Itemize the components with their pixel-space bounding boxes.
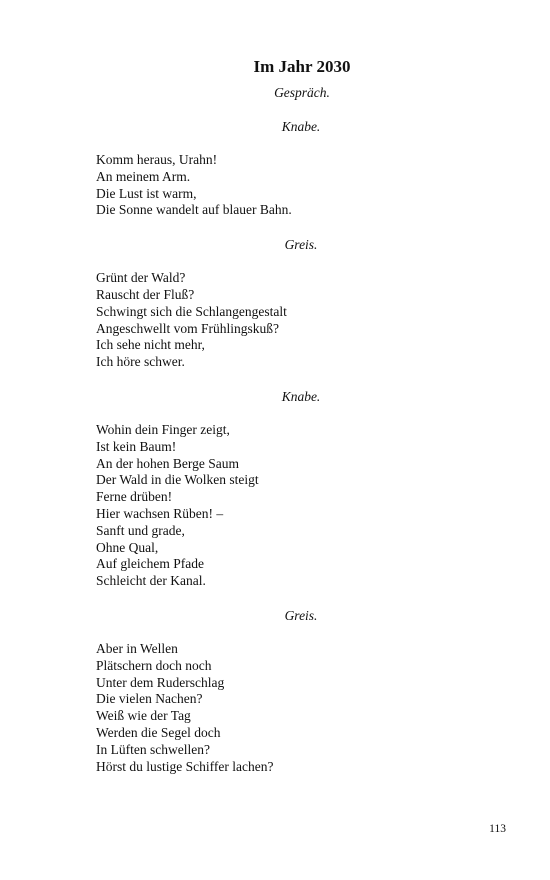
- poem-subtitle: Gespräch.: [274, 85, 330, 100]
- verse-line: Ferne drüben!: [96, 489, 173, 505]
- verse-line: Der Wald in die Wolken steigt: [96, 472, 259, 488]
- verse-line: Schwingt sich die Schlangengestalt: [96, 303, 287, 319]
- verse-line: Ohne Qual,: [96, 539, 159, 555]
- stanza: [96, 270, 516, 371]
- verse-line: Aber in Wellen: [96, 640, 178, 656]
- page-number: 113: [489, 823, 506, 835]
- verse-line: Auf gleichem Pfade: [96, 556, 204, 572]
- poem-body: [96, 118, 516, 792]
- verse-line: Wohin dein Finger zeigt,: [96, 421, 230, 437]
- verse-line: Hier wachsen Rüben! –: [96, 505, 224, 521]
- verse-line: Ich höre schwer.: [96, 354, 185, 370]
- verse-line: Ich sehe nicht mehr,: [96, 337, 205, 353]
- verse-line: Die Sonne wandelt auf blauer Bahn.: [96, 202, 292, 218]
- speaker-label: Greis.: [284, 237, 318, 253]
- verse-line: Sanft und grade,: [96, 522, 185, 538]
- poem-title: Im Jahr 2030: [253, 57, 351, 76]
- speaker-label: Knabe.: [281, 388, 321, 404]
- verse-line: Rauscht der Fluß?: [96, 286, 195, 302]
- verse-line: Schleicht der Kanal.: [96, 573, 206, 589]
- verse-line: Unter dem Ruderschlag: [96, 674, 225, 690]
- stanza: [96, 641, 516, 775]
- verse-line: Hörst du lustige Schiffer lachen?: [96, 758, 274, 774]
- verse-line: Komm heraus, Urahn!: [96, 152, 218, 167]
- verse-line: Plätschern doch noch: [96, 657, 212, 673]
- verse-line: Grünt der Wald?: [96, 270, 186, 286]
- speaker-label: Knabe.: [281, 119, 321, 134]
- verse-line: An meinem Arm.: [96, 168, 191, 184]
- verse-line: Weiß wie der Tag: [96, 708, 191, 724]
- stanza: [96, 152, 516, 219]
- verse-line: Die Lust ist warm,: [96, 185, 197, 201]
- verse-line: Werden die Segel doch: [96, 724, 221, 740]
- verse-line: Angeschwellt vom Frühlingskuß?: [96, 320, 279, 336]
- verse-line: In Lüften schwellen?: [96, 741, 210, 757]
- verse-line: An der hohen Berge Saum: [96, 455, 239, 471]
- stanza: [96, 422, 516, 590]
- verse-line: Ist kein Baum!: [96, 438, 177, 454]
- verse-line: Die vielen Nachen?: [96, 691, 203, 707]
- speaker-label: Greis.: [284, 607, 318, 623]
